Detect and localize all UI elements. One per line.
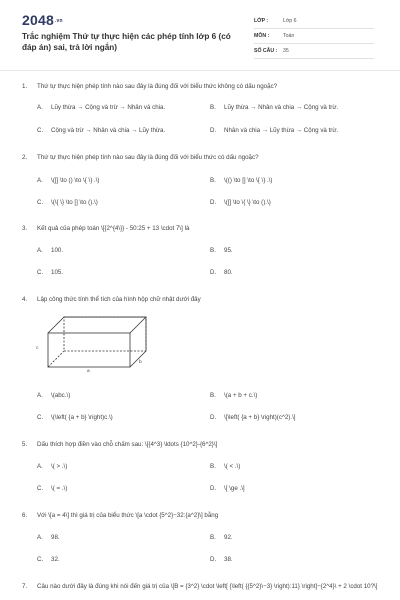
question-text: Lập công thức tính thể tích của hình hộp chữ nhật dưới đây: [37, 296, 201, 303]
option-a[interactable]: [37, 463, 67, 470]
option-d[interactable]: [210, 199, 271, 206]
option-c[interactable]: [37, 199, 98, 206]
option-text: \[\left( {a + b} \right)(c^2).\]: [224, 414, 296, 421]
option-a[interactable]: [37, 104, 165, 111]
box-drawing: [44, 313, 154, 371]
option-b[interactable]: [210, 104, 338, 111]
option-text: \([] \to \{ \} \to ().\): [224, 199, 271, 206]
option-letter: A.: [37, 463, 43, 470]
option-letter: D.: [210, 269, 217, 276]
question-number: 7.: [22, 583, 28, 590]
option-c[interactable]: [37, 485, 67, 492]
option-text: 92.: [224, 534, 233, 541]
option-text: 38.: [224, 556, 233, 563]
question-text: Câu nào dưới đây là đúng khi nói đến giá trị của \[B = {3^2} \cdot \left[ {\left( {{5^2}\−3} \right):11} \right]−{2^4}\ + 2 \cdot 10?\]: [37, 583, 378, 590]
meta-row-class: [254, 14, 374, 29]
question-3: [22, 225, 189, 232]
question-number: 5.: [22, 441, 28, 448]
meta-key: MÔN :: [254, 33, 270, 39]
question-number: 6.: [22, 512, 28, 519]
option-letter: C.: [37, 556, 44, 563]
meta-value: Lớp 6: [283, 18, 297, 24]
option-letter: C.: [37, 414, 44, 421]
site-logo[interactable]: [22, 12, 63, 28]
option-b[interactable]: [210, 392, 257, 399]
option-letter: C.: [37, 199, 44, 206]
label-c: c: [36, 346, 39, 351]
rectangular-box-figure: [36, 313, 154, 374]
option-letter: B.: [210, 104, 216, 111]
option-a[interactable]: [37, 534, 60, 541]
page-title: Trắc nghiệm Thứ tự thực hiện các phép tính lớp 6 (có đáp án) sai, trả lời ngắn): [22, 32, 231, 52]
option-b[interactable]: [210, 463, 240, 470]
question-text: Thứ tự thực hiện phép tính nào sau đây là đúng đối với biểu thức có dấu ngoặc?: [37, 154, 259, 161]
option-b[interactable]: [210, 534, 233, 541]
option-d[interactable]: [210, 269, 233, 276]
option-text: \([] \to () \to \{ \} .\): [51, 177, 100, 184]
option-letter: B.: [210, 463, 216, 470]
option-letter: D.: [210, 556, 217, 563]
option-text: \(\{ \} \to [] \to ().\): [51, 199, 98, 206]
option-letter: B.: [210, 247, 216, 254]
question-2: [22, 154, 259, 161]
option-a[interactable]: [37, 177, 99, 184]
option-a[interactable]: [37, 392, 70, 399]
option-letter: A.: [37, 534, 43, 541]
option-d[interactable]: [210, 556, 233, 563]
option-c[interactable]: [37, 556, 60, 563]
option-text: 100.: [51, 247, 64, 254]
option-text: \(abc.\): [51, 392, 71, 399]
question-text: Dấu thích hợp điền vào chỗ chấm sau: \[{4^3} \ldots {10^2}-{6^2}\]: [37, 441, 218, 448]
meta-row-subject: [254, 29, 374, 44]
option-a[interactable]: [37, 247, 63, 254]
option-c[interactable]: [37, 269, 63, 276]
option-b[interactable]: [210, 177, 272, 184]
question-text: Kết quả của phép toán \[{2^{4\}} - 50:25 + 13 \cdot 7\] là: [37, 225, 190, 232]
header-divider: [0, 70, 400, 71]
option-letter: D.: [210, 414, 217, 421]
question-text: Với \[a = 4\] thì giá trị của biểu thức \[a \cdot {5^2}−32:{a^2}\] bằng: [37, 512, 219, 519]
option-letter: B.: [210, 177, 216, 184]
option-letter: B.: [210, 392, 216, 399]
question-5: [22, 441, 217, 448]
option-letter: C.: [37, 127, 44, 134]
option-text: Nhân và chia → Lũy thừa → Cộng và trừ.: [224, 127, 339, 134]
option-text: \(() \to [] \to \{ \} .\): [224, 177, 273, 184]
option-text: 98.: [51, 534, 60, 541]
question-1: [22, 83, 277, 90]
option-letter: C.: [37, 269, 44, 276]
question-number: 2.: [22, 154, 28, 161]
option-d[interactable]: [210, 414, 296, 421]
header: [0, 0, 400, 66]
meta-key: LỚP :: [254, 18, 269, 24]
option-text: 105.: [51, 269, 64, 276]
option-text: \( = .\): [51, 485, 68, 492]
meta-panel: [254, 14, 374, 59]
logo-suffix: .vn: [54, 18, 63, 25]
option-text: Cộng và trừ → Nhân và chia → Lũy thừa.: [51, 127, 166, 134]
meta-key: SỐ CÂU :: [254, 48, 278, 54]
option-c[interactable]: [37, 127, 165, 134]
label-b: b: [139, 360, 142, 365]
question-6: [22, 512, 218, 519]
question-text: Thứ tự thực hiện phép tính nào sau đây là đúng đối với biểu thức không có dấu ngoặc?: [37, 83, 278, 90]
option-text: 32.: [51, 556, 60, 563]
question-7: [22, 582, 382, 591]
option-b[interactable]: [210, 247, 233, 254]
option-text: 95.: [224, 247, 233, 254]
option-letter: A.: [37, 104, 43, 111]
option-letter: A.: [37, 177, 43, 184]
option-text: \(a + b + c.\): [224, 392, 258, 399]
label-a: a: [87, 369, 90, 374]
logo-text: 2048: [22, 12, 54, 28]
question-number: 1.: [22, 83, 28, 90]
question-number: 3.: [22, 225, 28, 232]
option-text: \( > .\): [51, 463, 68, 470]
option-letter: D.: [210, 199, 217, 206]
option-text: \[ \ge .\]: [224, 485, 245, 492]
option-letter: D.: [210, 127, 217, 134]
option-c[interactable]: [37, 414, 113, 421]
option-d[interactable]: [210, 485, 245, 492]
meta-value: Toán: [283, 33, 295, 39]
option-d[interactable]: [210, 127, 338, 134]
question-4: [22, 296, 201, 303]
meta-row-count: [254, 44, 374, 59]
option-text: Lũy thừa → Nhân và chia → Cộng và trừ.: [224, 104, 339, 111]
option-text: Lũy thừa → Cộng và trừ → Nhân và chia.: [51, 104, 166, 111]
option-letter: D.: [210, 485, 217, 492]
meta-value: 35: [283, 48, 289, 54]
option-letter: C.: [37, 485, 44, 492]
question-number: 4.: [22, 296, 28, 303]
option-text: \(\left( {a + b} \right)c.\): [51, 414, 113, 421]
option-letter: B.: [210, 534, 216, 541]
option-text: 80.: [224, 269, 233, 276]
option-letter: A.: [37, 392, 43, 399]
option-letter: A.: [37, 247, 43, 254]
option-text: \( < .\): [224, 463, 241, 470]
